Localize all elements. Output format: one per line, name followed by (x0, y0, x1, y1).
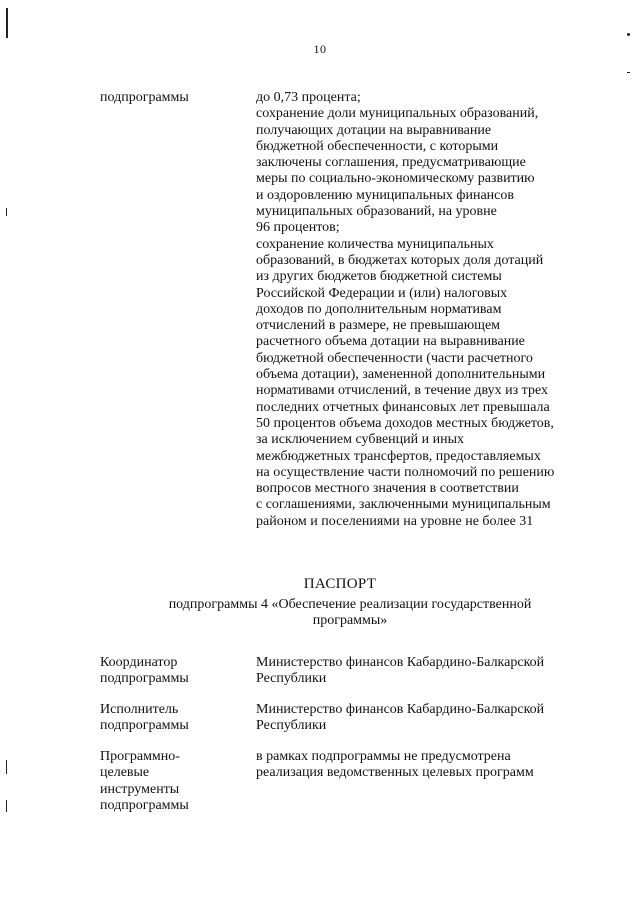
scan-mark-right-2 (627, 72, 630, 73)
row-instruments-value: в рамках подпрограммы не предусмотрена реализация ведомственных целевых программ (256, 749, 534, 781)
row-executor-value: Министерство финансов Кабардино-Балкарской Республики (256, 702, 545, 734)
scan-mark-top-left (6, 8, 8, 38)
passport-subtitle-line-1: подпрограммы 4 «Обеспечение реализации государственной (168, 597, 532, 612)
row-coordinator-label: Координатор подпрограммы (100, 655, 189, 687)
passport-title: ПАСПОРТ (303, 576, 377, 592)
top-section-label: подпрограммы (100, 90, 189, 105)
row-instruments-label: Программно- целевые инструменты подпрограммы (100, 749, 189, 813)
scan-mark-left-3 (6, 800, 7, 812)
scan-mark-left-1 (6, 208, 7, 216)
scan-mark-left-2 (6, 760, 7, 774)
top-section-text: до 0,73 процента; сохранение доли муниципальных образований, получающих дотации на выравнивание бюджетной обеспеченности, с которыми заключены соглашения, предусматривающие меры по социально-экономическому развитию и оздоровлению муниципальных финансов муниципальных образований, на уровне 96 процентов; сохранение количества муниципальных образований, в бюджетах которых доля дотаций из других бюджетов бюджетной системы Российской Федерации и (или) налоговых доходов по дополнительным нормативам отчислений в размере, не превышающем расчетного объема дотации на выравнивание бюджетной обеспеченности (части расчетного объема дотации), замененной дополнительными нормативами отчислений, в течение двух из трех последних отчетных финансовых лет превышала 50 процентов объема доходов местных бюджетов, за исключением субвенций и иных межбюджетных трансфертов, предоставляемых на осуществление части полномочий по решению вопросов местного значения в соответствии с соглашениями, заключенными муниципальным районом и поселениями на уровне не более 31 (256, 90, 555, 529)
passport-subtitle (100, 597, 600, 630)
row-executor-label: Исполнитель подпрограммы (100, 702, 189, 734)
row-coordinator-value: Министерство финансов Кабардино-Балкарской Республики (256, 655, 545, 687)
passport-subtitle-line-2: программы» (312, 613, 388, 629)
page-number: 10 (313, 42, 327, 56)
scan-mark-right-1 (627, 33, 630, 36)
